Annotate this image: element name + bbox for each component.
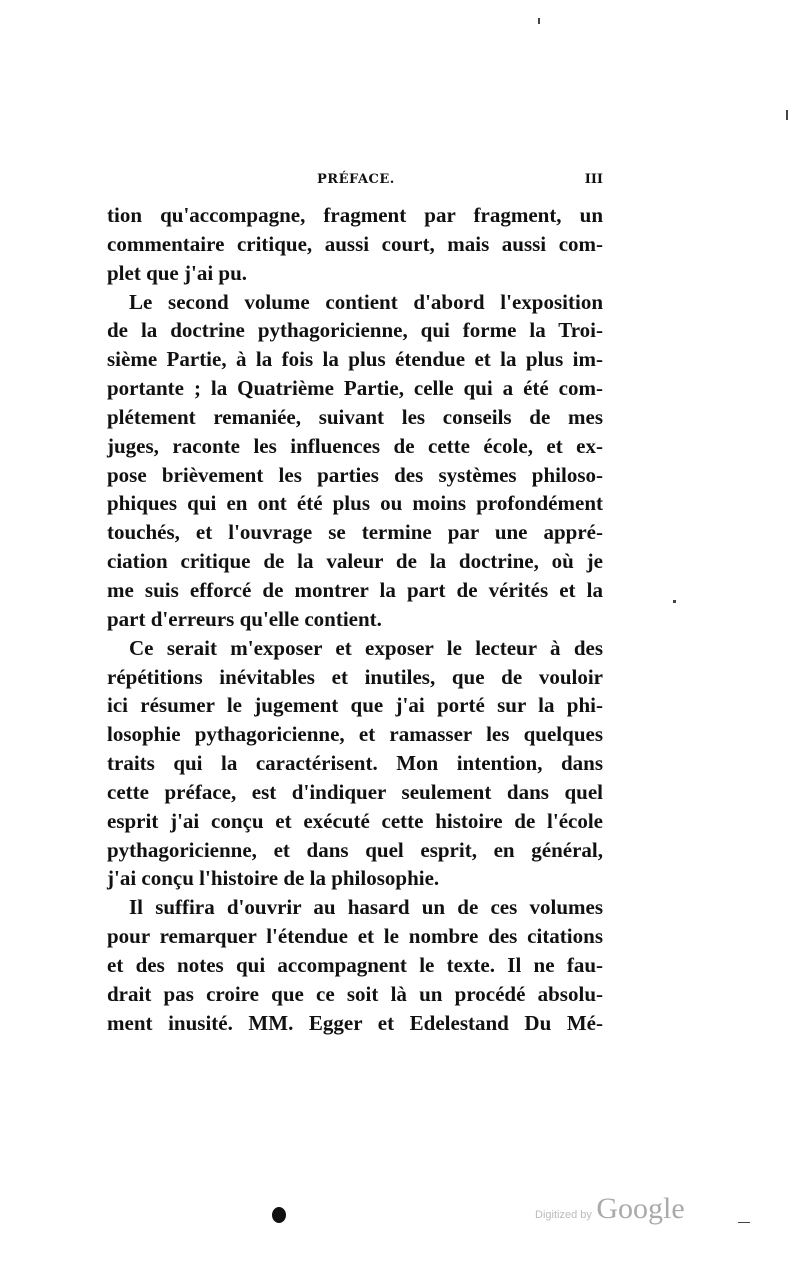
text-line: pythagoricienne, et dans quel esprit, en général, [107,837,603,862]
text-line: ici résumer le jugement que j'ai porté sur la phi- [107,693,603,718]
text-line: commentaire critique, aussi court, mais aussi com- [107,231,603,256]
text-line: drait pas croire que ce soit là un procédé absolu- [107,981,603,1006]
text-line: traits qui la caractérisent. Mon intention, dans [107,751,603,776]
text-line: Ce serait m'exposer et exposer le lecteur à des [129,635,603,660]
scan-speck [738,1222,750,1223]
text-line: pour remarquer l'étendue et le nombre des citations [107,924,603,949]
scan-speck [786,110,788,120]
scan-ink-dot [272,1207,286,1223]
text-line: ment inusité. MM. Egger et Edelestand Du Mé- [107,1010,603,1035]
text-line: juges, raconte les influences de cette école, et ex- [107,433,603,458]
text-line: me suis efforcé de montrer la part de vérités et la [107,577,603,602]
text-line: touchés, et l'ouvrage se termine par une appré- [107,520,603,545]
text-line: sième Partie, à la fois la plus étendue et la plus im- [107,347,603,372]
watermark-brand: Google [596,1192,685,1225]
page-body-text [107,201,603,1037]
text-line: Il suffira d'ouvrir au hasard un de ces volumes [129,895,603,920]
watermark-prefix: Digitized by [535,1209,592,1221]
text-line: part d'erreurs qu'elle contient. [107,606,382,631]
text-line: phiques qui en ont été plus ou moins profondément [107,491,603,516]
text-line: pose brièvement les parties des systèmes philoso- [107,462,603,487]
text-line: plet que j'ai pu. [107,260,248,285]
scan-speck [538,18,540,24]
text-line: ciation critique de la valeur de la doctrine, où je [107,549,603,574]
text-line: plétement remaniée, suivant les conseils de mes [107,404,603,429]
text-line: cette préface, est d'indiquer seulement dans quel [107,779,603,804]
text-line: et des notes qui accompagnent le texte. Il ne fau- [107,952,603,977]
text-line: Le second volume contient d'abord l'exposition [129,289,603,314]
text-line: de la doctrine pythagoricienne, qui forme la Troi- [107,318,603,343]
page-number: III [584,172,603,187]
text-line: répétitions inévitables et inutiles, que de vouloir [107,664,603,689]
digitized-watermark [535,1192,685,1226]
running-header [107,172,603,194]
text-line: tion qu'accompagne, fragment par fragment, un [107,203,603,227]
running-title: PRÉFACE. [317,172,395,187]
text-line: losophie pythagoricienne, et ramasser les quelques [107,722,603,747]
text-line: esprit j'ai conçu et exécuté cette histoire de l'école [107,808,603,833]
text-line: j'ai conçu l'histoire de la philosophie. [107,866,440,891]
scan-speck [673,600,676,603]
text-line: portante ; la Quatrième Partie, celle qui a été com- [107,376,603,401]
